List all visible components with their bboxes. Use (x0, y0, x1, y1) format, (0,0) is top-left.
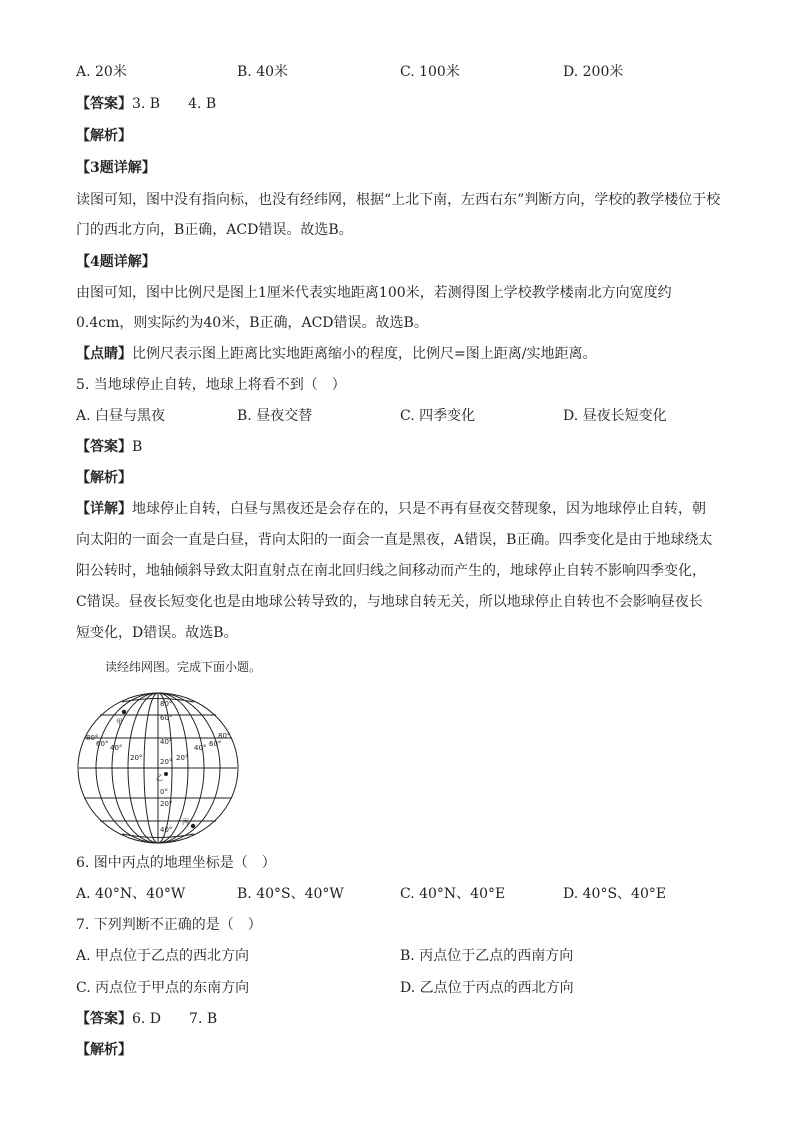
q7-option-d: D. 乙点位于丙点的西北方向 (400, 980, 574, 996)
detail-5-text: 地球停止自转，白昼与黑夜还是会存在的，只是不再有昼夜交替现象，因为地球停止自转，朝 (132, 501, 706, 517)
detail-3-line-2: 门的西北方向，B正确，ACD错误。故选B。 (76, 222, 353, 238)
q7-option-c: C. 丙点位于甲点的东南方向 (76, 980, 250, 996)
answer-text: B (132, 439, 143, 455)
q6-option-a: A. 40°N、40°W (76, 886, 186, 902)
detail-3-tag: 【3题详解】 (76, 160, 156, 176)
detail-5-tag: 【详解】 (76, 501, 132, 517)
answer-5 (76, 437, 142, 457)
detail-5-line-5: 短变化，D错误。故选B。 (76, 625, 238, 641)
lon-label: 60° (209, 740, 222, 748)
detail-3-line-1: 读图可知，图中没有指向标，也没有经纬网，根据“上北下南，左西右东”判断方向，学校的教学楼位于校 (76, 192, 721, 208)
q5-stem: 5. 当地球停止自转，地球上将看不到（ ） (76, 377, 346, 393)
q7-stem: 7. 下列判断不正确的是（ ） (76, 917, 262, 933)
detail-5-line-3: 阳公转时，地轴倾斜导致太阳直射点在南北回归线之间移动而产生的，地球停止自转不影响四季变化， (76, 563, 706, 579)
point-bing (191, 824, 195, 828)
lat-label: 40° (160, 826, 173, 834)
point-bing-label: 丙 (182, 818, 189, 826)
lat-label: 60° (160, 714, 173, 722)
answer-tag: 【答案】 (76, 96, 132, 112)
lat-lon-grid-figure (76, 690, 241, 846)
answer-tag: 【答案】 (76, 439, 132, 455)
lat-label: 40° (160, 738, 173, 746)
lon-label: 80° (86, 734, 99, 742)
lat-label: 80° (160, 700, 173, 708)
option-a: A. 20米 (76, 64, 127, 80)
answer-6-7 (76, 1009, 217, 1029)
detail-4-line-1: 由图可知，图中比例尺是图上1厘米代表实地距离100米，若测得图上学校教学楼南北方向宽度约 (76, 285, 672, 301)
q6-option-c: C. 40°N、40°E (400, 886, 506, 902)
lat-label: 0° (160, 788, 168, 796)
q5-option-a: A. 白昼与黑夜 (76, 408, 166, 424)
q6-option-b: B. 40°S、40°W (237, 886, 344, 902)
lon-label: 20° (176, 754, 189, 762)
analysis-label: 【解析】 (76, 1042, 132, 1058)
detail-4-tag: 【4题详解】 (76, 254, 156, 270)
answer-3-4 (76, 94, 216, 114)
lon-label: 40° (110, 744, 123, 752)
q5-option-d: D. 昼夜长短变化 (563, 408, 667, 424)
q5-option-b: B. 昼夜交替 (237, 408, 313, 424)
q5-option-c: C. 四季变化 (400, 408, 476, 424)
point-yi (164, 772, 168, 776)
answer-tag: 【答案】 (76, 1011, 132, 1027)
detail-5-line-1 (76, 499, 706, 519)
analysis-label: 【解析】 (76, 470, 132, 486)
q7-option-a: A. 甲点位于乙点的西北方向 (76, 948, 250, 964)
q6-option-d: D. 40°S、40°E (563, 886, 667, 902)
answer-text: 6. D 7. B (132, 1011, 218, 1027)
lon-label: 60° (96, 740, 109, 748)
lon-label: 80° (218, 732, 231, 740)
option-c: C. 100米 (400, 64, 460, 80)
tip (76, 344, 596, 364)
lon-label: 40° (194, 744, 207, 752)
analysis-label: 【解析】 (76, 128, 132, 144)
option-d: D. 200米 (563, 64, 624, 80)
tip-text: 比例尺表示图上距离比实地距离缩小的程度，比例尺=图上距离/实地距离。 (132, 346, 597, 362)
detail-5-line-4: C错误。昼夜长短变化也是由地球公转导致的，与地球自转无关，所以地球停止自转也不会影响昼夜长 (76, 594, 703, 610)
lat-label: 20° (160, 758, 173, 766)
detail-5-line-2: 向太阳的一面会一直是白昼，背向太阳的一面会一直是黑夜，A错误，B正确。四季变化是由于地球绕太 (76, 532, 713, 548)
point-jia-label: 甲 (116, 718, 123, 726)
q6-stem: 6. 图中丙点的地理坐标是（ ） (76, 855, 276, 871)
q7-option-b: B. 丙点位于乙点的西南方向 (400, 948, 574, 964)
point-yi-label: 乙 (156, 774, 163, 782)
detail-4-line-2: 0.4cm，则实际约为40米，B正确，ACD错误。故选B。 (76, 315, 428, 331)
option-b: B. 40米 (237, 64, 289, 80)
tip-tag: 【点睛】 (76, 346, 132, 362)
answer-text: 3. B 4. B (132, 96, 217, 112)
point-jia (122, 710, 126, 714)
figure-caption: 读经纬网图。完成下面小题。 (105, 660, 262, 674)
lat-label: 20° (160, 800, 173, 808)
lon-label: 20° (130, 754, 143, 762)
